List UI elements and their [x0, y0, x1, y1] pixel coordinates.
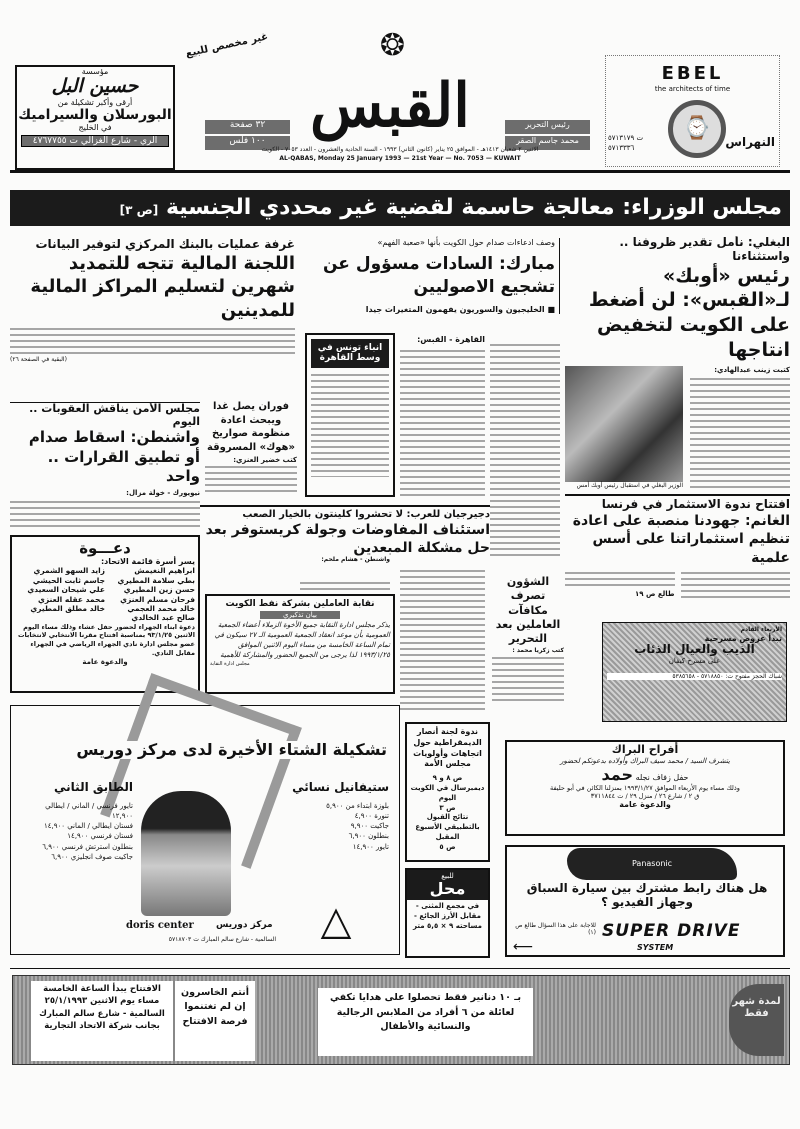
invitation-name: علي شيحان السعيدي: [27, 585, 105, 595]
panasonic-ad: [505, 845, 785, 957]
main-banner-headline: [10, 190, 790, 226]
divider: [10, 968, 790, 969]
story-baghli: [565, 236, 790, 362]
invitation-name: خالد محمد العجمي: [127, 603, 195, 613]
ebel-brand: EBEL: [661, 63, 724, 84]
story-kicker: مجلس الأمن يناقش العقوبات .. اليوم: [29, 402, 200, 428]
baghli-body-col2: [490, 342, 560, 557]
arrow-left-icon: ⟵: [513, 939, 534, 955]
story-headline: استئناف المفاوضات وجولة كريستوفر بعد حل مشكلة المبعدين: [205, 521, 490, 556]
oil-union-notice: [205, 594, 395, 694]
story-kicker: افتتاح ندوة الاستثمار في فرنسا: [601, 497, 790, 512]
masthead-rule: [10, 170, 790, 173]
panasonic-question: هل هناك رابط مشترك بين سيارة السباق وجهاز الفيديو ؟: [526, 881, 768, 909]
seminar-ref: ديمبرسال في الكويت اليوم: [410, 783, 485, 802]
doris-brand-ar: مركز دوريس: [216, 920, 273, 930]
banner-headline-text: مجلس الوزراء: معالجة حاسمة لقضية غير محددي الجنسية: [165, 195, 782, 220]
shop-label: للبيع: [441, 872, 454, 880]
race-car-image: [567, 848, 737, 880]
model-photo: [141, 791, 231, 916]
logo-emblem-icon: ❂: [379, 28, 406, 63]
price: ١٠٠ فلس: [205, 136, 290, 150]
story-byline: كتبت زينب عبدالهادي:: [714, 366, 790, 375]
wedding-line4: ق ٢ / شارع ٢٦ / منزل ٢٩ / ت ٣٧١١٨٤٤: [590, 791, 700, 800]
box-title: انباء تونس في وسط القاهرة: [311, 339, 389, 368]
box-body: [311, 372, 389, 477]
wedding-line5: والدعوة عامة: [619, 799, 671, 809]
theatre-phone: شباك الحجز مفتوح ت: ٥٧١٨٨٥٠ - ٥٣٨٥٦٥٨: [607, 673, 782, 680]
editor-name: محمد جاسم الصقر: [505, 136, 590, 150]
panasonic-hint: للاجابة على هذا السؤال طالع ص (١): [515, 922, 596, 936]
story-body: [10, 499, 200, 529]
newspaper-logo: القبس: [310, 71, 470, 141]
ad-line1: أرقى وأكبر تشكيلة من: [57, 97, 133, 107]
price-item: تنورة ٤,٩٠٠: [354, 812, 389, 821]
ad-org: مؤسسة: [81, 67, 109, 76]
theatre-days: الأربعاء القادم: [740, 626, 782, 633]
banner-offer: بـ ١٠ دنانير فقط تحصلوا على هدايا تكفي لعائلة من ٦ أفراد من الملابس الرجالية والنسائية والأطفال: [318, 988, 533, 1056]
seminar-ref: ص ٥: [439, 842, 456, 851]
news-photo: [565, 366, 683, 482]
invitation-box: [10, 535, 200, 693]
seminar-ref: ص ٣: [439, 803, 456, 812]
story-horan-headline: فوران يصل غدا ويبحث اعادة منظومة صواريخ «هوك» المسروقة: [207, 401, 295, 453]
ebel-tagline: the architects of time: [654, 84, 731, 93]
invitation-name: محمد عقله العنزي: [38, 594, 105, 604]
price-item: جاكيت ٩,٩٠٠: [350, 822, 389, 831]
tunisia-box: [305, 333, 395, 497]
story-byline: كتب زكريا محمد :: [512, 647, 564, 655]
english-date-line: AL-QABAS, Monday 25 January 1993 — 21st Year — No. 7053 — KUWAIT: [279, 155, 521, 162]
story-headline: الغانم: جهودنا منصبة على اعادة تنظيم استثماراتنا على أسس علمية: [572, 513, 790, 566]
doris-brand-en: doris center: [126, 920, 194, 931]
price-item: فستان فرنسي ١٤,٩٠٠: [67, 832, 133, 841]
invitation-names: [15, 566, 195, 622]
shop-title: محل: [429, 879, 466, 898]
photo-caption: الوزير البغلي في استقبال رئيس أوبك أمس: [576, 482, 683, 490]
super-drive-brand: SUPER DRIVE: [602, 921, 741, 941]
baghli-text-col: [690, 366, 790, 489]
doris-col1-title: ستيفانيل نسائي: [292, 780, 389, 794]
story-body-col2: [565, 570, 675, 590]
watch-icon: ⌚: [668, 100, 726, 158]
wedding-title: أفراح البراك: [611, 743, 679, 756]
wedding-line1: يتشرف السيد / محمد سيف البراك وأولاده بدعوتكم لحضور: [560, 756, 730, 765]
doris-col1-list: [259, 801, 389, 852]
invitation-name: فرحان مسلم العنزي: [120, 594, 195, 604]
story-mubarak: [300, 238, 560, 314]
price-item: جاكيت صوف انجليزي ٦,٩٠٠: [51, 852, 133, 861]
story-body: [690, 376, 790, 488]
story-subheadline: ■ الخليجيون والسوريون يفهمون المتغيرات جيدا: [365, 304, 555, 314]
shop-details: في مجمع المثنى - مقابل الأرز الجائع - مساحته ٩ × ٥,٥ متر: [413, 902, 482, 930]
invitation-name: حسن زين المطيري: [123, 585, 195, 595]
doris-center-ad: [10, 705, 400, 955]
djerejian-col: [300, 557, 390, 564]
banner-opening: الافتتاح يبدأ الساعة الخامسة مساء يوم الاثنين ٢٥/١/١٩٩٣ السالمية - شارع سالم المبارك بجانب شركة الاتحاد التجارية: [31, 981, 173, 1061]
theatre-title: تبدأ عروض مسرحية: [704, 633, 782, 643]
ad-line3: في الخليج: [78, 122, 112, 132]
doris-title: تشكيلة الشتاء الأخيرة لدى مركز دوريس: [76, 740, 387, 759]
story-security-council: [10, 402, 200, 532]
invitation-name: ابراهيم النغيمش: [134, 566, 195, 576]
shop-header: [407, 870, 488, 900]
page-count: ٣٢ صفحة: [205, 120, 290, 134]
theatre-venue: على مسرح كيفان: [668, 656, 721, 665]
story-byline: كتب خضير العنزي:: [233, 456, 297, 464]
ebel-phone2: ٥٧١٣٣٣٦: [608, 144, 635, 152]
editor-label: رئيس التحرير: [505, 120, 590, 134]
wedding-groom: حمد: [601, 764, 634, 784]
doris-address: السالمية - شارع سالم المبارك ت ٥٧١٨٧٠٣: [168, 936, 276, 943]
banner-losers: أنتم الخاسرون إن لم تغتنموا فرصة الافتتاح: [175, 981, 255, 1061]
story-continuation: (البقية في الصفحة ٢٦): [10, 355, 67, 363]
ad-name: حسين البل: [51, 75, 139, 97]
story-body: [681, 570, 791, 600]
price-item: بنطلون استرتش فرنسي ٦,٩٠٠: [42, 842, 133, 851]
price-item: تايور ١٤,٩٠٠: [352, 842, 389, 851]
investment-col2: [565, 570, 675, 600]
ebel-ad: [605, 55, 780, 167]
doris-logo-icon: △: [320, 898, 352, 944]
story-body: [205, 464, 297, 494]
story-affairs: [492, 575, 564, 713]
doris-col2-list: [23, 801, 133, 862]
story-affairs-headline: الشؤون تصرف مكافآت العاملين بعد التحرير: [495, 575, 561, 646]
invitation-closing: والدعوة عامة: [82, 657, 128, 666]
seminar-box: [405, 722, 490, 862]
story-headline: اللجنة المالية تتجه للتمديد شهرين لتسليم المراكز المالية للمدينين: [30, 252, 295, 321]
seminar-ref: ص ٨ و ٩: [432, 774, 463, 783]
story-kicker: وصف ادعاءات صدام حول الكويت بأنها «صعبة الفهم»: [377, 238, 555, 247]
ebel-phone1: ت ٥٧١٣١٧٩: [608, 134, 644, 142]
price-item: بلوزة ابتداء من ٥,٩٠٠: [326, 802, 389, 810]
invitation-name: صالح عبد الخالدي: [131, 613, 195, 623]
story-dateline: القاهرة - القبس:: [417, 335, 485, 344]
wedding-line2-text: حفل زفاف نجله: [635, 772, 689, 782]
invitation-name: بطي سلامة المطيري: [117, 575, 195, 585]
right-column: [565, 236, 790, 620]
invitation-intro: يسر أسرة قائمة الاتحاد:: [100, 557, 195, 567]
invitation-name: زايد السهو الشمري: [33, 566, 105, 576]
notice-body: يذكر مجلس ادارة النقابة جميع الأخوة الزملاء أعضاء الجمعية العمومية بأن موعد انعقاد الجمعية العمومية الـ ٢٧ سيكون في تمام الساعة الخامسة من مساء اليوم الاثنين الموافق ١٩٩٣/١/٢٥ لذا يرجى من الجميع الحضور والمشاركة للأهمية: [214, 621, 390, 659]
hussein-al-bal-ad: [15, 65, 175, 170]
doris-col2-title: الطابق الثاني: [54, 780, 133, 794]
shop-for-sale-ad: [405, 868, 490, 958]
story-body: [400, 348, 485, 498]
baghli-body-row: [565, 366, 790, 489]
story-headline: مبارك: السادات مسؤول عن تشجيع الاصوليين: [322, 254, 555, 297]
price-item: تايور فرنسي / الماني / ايطالي ١٢,٩٠٠: [45, 802, 133, 821]
story-investment: [565, 494, 790, 599]
story-horan: [205, 400, 297, 502]
invitation-name: جاسم ثابت الحيشي: [32, 575, 105, 585]
ebel-dealer: النهراس: [725, 135, 775, 149]
story-kicker: غرفة عمليات بالبنك المركزي لتوفير البيانات: [35, 238, 295, 251]
story-body: [10, 326, 295, 356]
arabic-date-line: الاثنين ٢ شعبان ١٤١٣هـ - الموافق ٢٥ يناير (كانون الثاني) ١٩٩٣ - السنة الحادية والعشرون - العدد ٧٠٥٣ - الكويت: [261, 146, 539, 153]
banner-duration: لمدة شهر فقط: [729, 984, 784, 1056]
story-body: [492, 655, 564, 705]
bottom-banner-ad: [12, 975, 790, 1065]
story-kicker: دجيرجيان للعرب: لا تحشروا كلينتون بالخيار الصعب: [242, 509, 490, 520]
story-kicker: البغلي: نأمل تقدير ظروفنا .. واستثناءنا: [619, 236, 790, 263]
story-dateline: واشنطن - هشام ملحم:: [321, 555, 390, 563]
notice-subtitle: بيان تذكيري: [260, 611, 340, 619]
story-dateline: نيويورك - خولة مزال:: [126, 488, 200, 497]
banner-page-ref: [ص ٣]: [119, 203, 159, 217]
wedding-ad: [505, 740, 785, 836]
ad-address: الري - شارع الغزالي ت ٤٧٦٧٧٥٥: [21, 135, 169, 147]
price-item: فستان ايطالي / الماني ١٤,٩٠٠: [43, 822, 133, 831]
not-for-sale: غير مخصص للبيع: [184, 31, 270, 60]
invitation-title: دعـــوة: [79, 539, 131, 557]
seminar-refs: [410, 774, 485, 852]
seminar-title: ندوة لجنة أنصار الديمقراطية حول اتجاهات وأولويات مجلس الأمة: [413, 727, 482, 769]
story-body-col2: [400, 568, 485, 713]
wedding-line3: وذلك مساء يوم الأربعاء الموافق ١٩٩٣/١/٢٧ بمنزلنا الكائن في أبو حليفة: [550, 783, 740, 792]
notice-signature: مجلس ادارة النقابة: [210, 660, 250, 667]
car-brand: Panasonic: [631, 859, 673, 868]
wedding-line2: [513, 765, 777, 784]
invitation-name: خالد مطلق المطيري: [30, 603, 105, 613]
story-finance: [10, 238, 295, 398]
seminar-ref: نتائج القبول بالتطبيقي الأسبوع المقبل: [415, 813, 480, 841]
story-headline: واشنطن: اسقاط صدام أو تطبيق القرارات .. واحد: [28, 428, 200, 486]
invitation-body: دعوة ابناء الجهراء لحضور حفل عشاء وذلك مساء اليوم الاثنين ٩٣/١/٢٥ بمناسبة افتتاح مقرنا الانتخابي لانتخابات عضو مجلس ادارة نادي الجهراء الرياضي في الجهراء مقابل النادي.: [17, 622, 195, 657]
super-drive-system: SYSTEM: [637, 943, 674, 952]
theatre-ad: [602, 622, 787, 722]
subheadline-text: الخليجيون والسوريون يفهمون المتغيرات جيدا: [365, 304, 545, 314]
price-item: بنطلون ٦,٩٠٠: [348, 832, 389, 841]
story-body: [300, 580, 390, 590]
investment-body-row: [565, 570, 790, 600]
theatre-play: الذيب والعيال الذئاب: [634, 642, 755, 657]
photo-block: [565, 366, 683, 489]
story-page-ref: طالع ص ١٩: [635, 589, 675, 598]
story-headline: رئيس «أوبك» لـ«القبس»: لن أضغط على الكويت لتخفيض انتاجها: [588, 264, 790, 361]
ad-line2: البورسلان والسيراميك: [18, 106, 172, 123]
notice-title: نقابة العاملين بشركة نفط الكويت: [225, 599, 375, 609]
